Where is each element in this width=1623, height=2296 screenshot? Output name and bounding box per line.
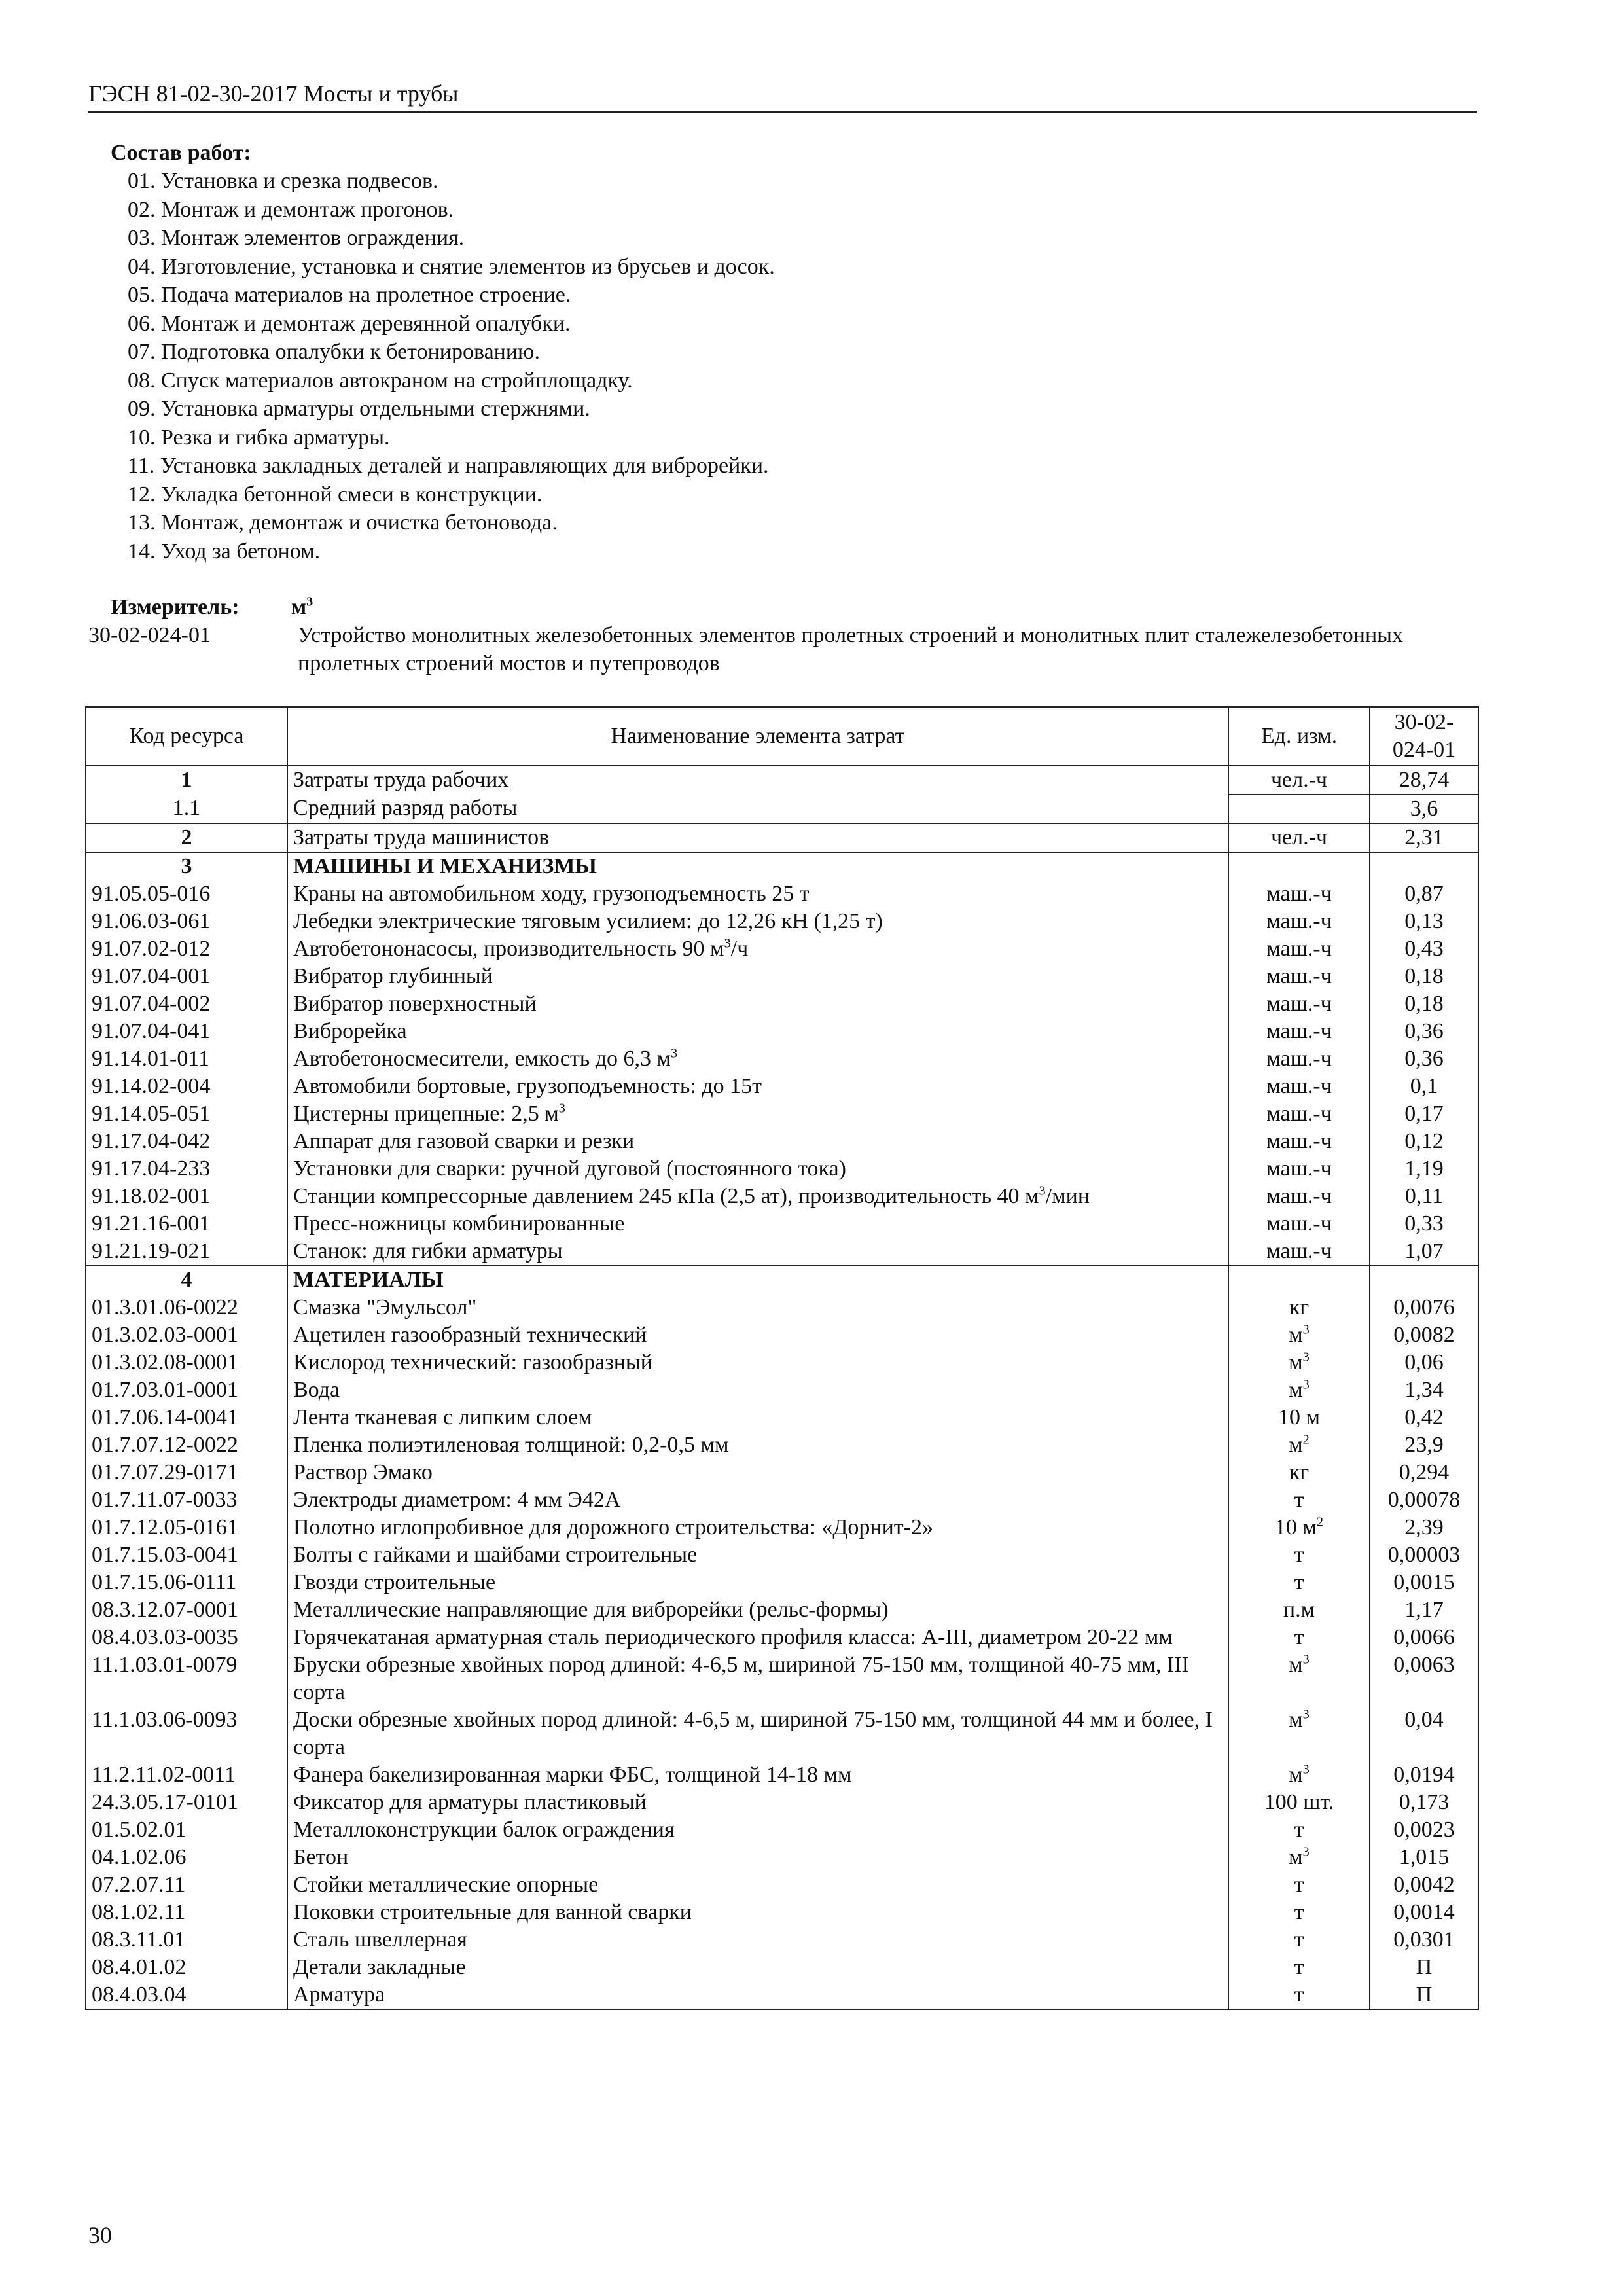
resource-name-cell: Цистерны прицепные: 2,5 $м^3$	[287, 1100, 1228, 1128]
resource-name-cell: Вода	[287, 1376, 1228, 1404]
table-row	[86, 1018, 1478, 1045]
measure-unit: $м^3$	[291, 594, 313, 619]
unit-cell: маш.-ч	[1228, 1155, 1370, 1183]
unit-cell: маш.-ч	[1228, 935, 1370, 963]
unit-cell: маш.-ч	[1228, 1128, 1370, 1155]
work-item: 01. Установка и срезка подвесов.	[128, 169, 438, 193]
resource-name-cell: Затраты труда машинистов	[287, 823, 1228, 852]
resource-name-cell: Металлические направляющие для виброрейки (рельс-формы)	[287, 1596, 1228, 1624]
table-row	[86, 1486, 1478, 1514]
resource-code-cell: 08.4.03.04	[86, 1981, 287, 2009]
value-cell: П	[1370, 1981, 1478, 2009]
table-row	[86, 1431, 1478, 1459]
resource-code-cell: 1	[86, 766, 287, 795]
work-composition-title: Состав работ:	[111, 141, 251, 165]
resource-code-cell: 08.3.11.01	[86, 1926, 287, 1954]
resource-code-cell: 3	[86, 852, 287, 880]
value-cell: 0,0063	[1370, 1651, 1478, 1706]
value-cell: 0,13	[1370, 908, 1478, 935]
table-row	[86, 1100, 1478, 1128]
work-composition	[88, 139, 1477, 565]
resource-name-cell: Электроды диаметром: 4 мм Э42А	[287, 1486, 1228, 1514]
unit-cell: $м^3$	[1228, 1706, 1370, 1761]
resource-code-cell: 08.4.01.02	[86, 1954, 287, 1981]
unit-cell: маш.-ч	[1228, 908, 1370, 935]
resource-name-cell: Кислород технический: газообразный	[287, 1349, 1228, 1376]
value-cell: 0,00003	[1370, 1541, 1478, 1569]
work-item: 10. Резка и гибка арматуры.	[128, 425, 390, 450]
table-body	[86, 766, 1478, 2009]
work-item: 02. Монтаж и демонтаж прогонов.	[128, 197, 454, 222]
value-cell: 0,36	[1370, 1045, 1478, 1073]
table-row	[86, 1266, 1478, 1294]
table-row	[86, 1376, 1478, 1404]
resource-code-cell: 91.06.03-061	[86, 908, 287, 935]
running-header: ГЭСН 81-02-30-2017 Мосты и трубы	[88, 80, 1477, 113]
unit-cell: маш.-ч	[1228, 1183, 1370, 1210]
table-row	[86, 1349, 1478, 1376]
table-row	[86, 1761, 1478, 1789]
unit-cell: т	[1228, 1541, 1370, 1569]
table-row	[86, 1238, 1478, 1266]
table-row	[86, 1321, 1478, 1349]
col-header-code: Код ресурса	[86, 707, 287, 766]
value-cell: 0,04	[1370, 1706, 1478, 1761]
work-item: 14. Уход за бетоном.	[128, 539, 321, 564]
table-row	[86, 1459, 1478, 1486]
value-cell: 0,33	[1370, 1210, 1478, 1238]
resource-name-cell: Бруски обрезные хвойных пород длиной: 4-6,5 м, шириной 75-150 мм, толщиной 40-75 мм, III сорта	[287, 1651, 1228, 1706]
resource-name-cell: Поковки строительные для ванной сварки	[287, 1899, 1228, 1926]
resource-code-cell: 01.3.01.06-0022	[86, 1294, 287, 1321]
value-cell: 0,173	[1370, 1789, 1478, 1816]
col-header-unit: Ед. изм.	[1228, 707, 1370, 766]
unit-cell: маш.-ч	[1228, 880, 1370, 908]
value-cell: 1,07	[1370, 1238, 1478, 1266]
norm-code: 30-02-024-01	[88, 623, 211, 647]
work-item: 03. Монтаж элементов ограждения.	[128, 226, 465, 250]
resource-name-cell: Установки для сварки: ручной дуговой (постоянного тока)	[287, 1155, 1228, 1183]
resource-code-cell: 91.07.04-041	[86, 1018, 287, 1045]
resource-code-cell: 01.7.07.12-0022	[86, 1431, 287, 1459]
unit-cell	[1228, 795, 1370, 823]
resource-name-cell: Станок: для гибки арматуры	[287, 1238, 1228, 1266]
resource-name-cell: Средний разряд работы	[287, 795, 1228, 823]
table-row	[86, 766, 1478, 795]
page-number: 30	[88, 2222, 112, 2248]
resource-name-cell: МАШИНЫ И МЕХАНИЗМЫ	[287, 852, 1228, 880]
value-cell: 0,17	[1370, 1100, 1478, 1128]
table-header-row	[86, 707, 1478, 766]
unit-cell: т	[1228, 1871, 1370, 1899]
work-item: 06. Монтаж и демонтаж деревянной опалубки.	[128, 311, 571, 336]
resource-code-cell: 11.1.03.01-0079	[86, 1651, 287, 1706]
value-cell: 1,015	[1370, 1844, 1478, 1871]
unit-cell: маш.-ч	[1228, 1210, 1370, 1238]
resource-code-cell: 91.14.05-051	[86, 1100, 287, 1128]
work-list	[88, 167, 1477, 565]
unit-cell: маш.-ч	[1228, 1100, 1370, 1128]
table-row	[86, 1210, 1478, 1238]
resource-name-cell: Арматура	[287, 1981, 1228, 2009]
unit-cell	[1228, 1266, 1370, 1294]
table-row	[86, 1183, 1478, 1210]
value-cell: 0,06	[1370, 1349, 1478, 1376]
unit-cell: кг	[1228, 1294, 1370, 1321]
table-row	[86, 823, 1478, 852]
unit-cell	[1228, 852, 1370, 880]
value-cell: 1,19	[1370, 1155, 1478, 1183]
work-item: 13. Монтаж, демонтаж и очистка бетоновода.	[128, 511, 558, 535]
resource-name-cell: Сталь швеллерная	[287, 1926, 1228, 1954]
resource-code-cell: 08.1.02.11	[86, 1899, 287, 1926]
unit-cell: чел.-ч	[1228, 766, 1370, 795]
resource-code-cell: 24.3.05.17-0101	[86, 1789, 287, 1816]
value-cell: П	[1370, 1954, 1478, 1981]
unit-cell: т	[1228, 1624, 1370, 1651]
resource-code-cell: 11.2.11.02-0011	[86, 1761, 287, 1789]
value-cell: 0,0301	[1370, 1926, 1478, 1954]
resource-code-cell: 91.07.04-001	[86, 963, 287, 990]
work-item: 07. Подготовка опалубки к бетонированию.	[128, 340, 540, 364]
resource-code-cell: 08.3.12.07-0001	[86, 1596, 287, 1624]
work-item: 11. Установка закладных деталей и направляющих для виброрейки.	[128, 454, 769, 478]
resource-code-cell: 07.2.07.11	[86, 1871, 287, 1899]
resource-code-cell: 04.1.02.06	[86, 1844, 287, 1871]
resource-name-cell: Аппарат для газовой сварки и резки	[287, 1128, 1228, 1155]
value-cell: 23,9	[1370, 1431, 1478, 1459]
resource-name-cell: Фиксатор для арматуры пластиковый	[287, 1789, 1228, 1816]
unit-cell: т	[1228, 1981, 1370, 2009]
unit-cell: т	[1228, 1569, 1370, 1596]
work-item: 12. Укладка бетонной смеси в конструкции.	[128, 482, 543, 507]
table-row	[86, 1404, 1478, 1431]
resource-code-cell: 91.17.04-042	[86, 1128, 287, 1155]
table-row	[86, 1294, 1478, 1321]
resource-name-cell: Станции компрессорные давлением 245 кПа (2,5 ат), производительность 40 $м^3$/мин	[287, 1183, 1228, 1210]
table-row	[86, 1706, 1478, 1761]
unit-cell: $м^3$	[1228, 1651, 1370, 1706]
resource-name-cell: Фанера бакелизированная марки ФБС, толщиной 14-18 мм	[287, 1761, 1228, 1789]
value-cell: 0,87	[1370, 880, 1478, 908]
value-cell: 0,36	[1370, 1018, 1478, 1045]
unit-cell: т	[1228, 1486, 1370, 1514]
resource-code-cell: 01.7.12.05-0161	[86, 1514, 287, 1541]
value-cell: 3,6	[1370, 795, 1478, 823]
table-row	[86, 1596, 1478, 1624]
table-row	[86, 1651, 1478, 1706]
work-item: 08. Спуск материалов автокраном на стройплощадку.	[128, 368, 633, 393]
unit-cell: $м^2$	[1228, 1431, 1370, 1459]
table-row	[86, 1816, 1478, 1844]
table-row	[86, 852, 1478, 880]
resource-name-cell: Гвозди строительные	[287, 1569, 1228, 1596]
unit-cell: $м^3$	[1228, 1349, 1370, 1376]
resource-code-cell: 4	[86, 1266, 287, 1294]
value-cell: 0,12	[1370, 1128, 1478, 1155]
resource-code-cell: 01.3.02.03-0001	[86, 1321, 287, 1349]
table-row	[86, 1514, 1478, 1541]
resource-name-cell: Затраты труда рабочих	[287, 766, 1228, 795]
resource-code-cell: 01.7.06.14-0041	[86, 1404, 287, 1431]
resource-table	[85, 706, 1479, 2010]
unit-cell: маш.-ч	[1228, 1073, 1370, 1100]
unit-cell: т	[1228, 1899, 1370, 1926]
resource-name-cell: Доски обрезные хвойных пород длиной: 4-6,5 м, шириной 75-150 мм, толщиной 44 мм и более, I сорта	[287, 1706, 1228, 1761]
table-row	[86, 1899, 1478, 1926]
table-row	[86, 1073, 1478, 1100]
value-cell: 0,0042	[1370, 1871, 1478, 1899]
unit-cell: $м^3$	[1228, 1844, 1370, 1871]
resource-name-cell: Раствор Эмако	[287, 1459, 1228, 1486]
unit-cell: маш.-ч	[1228, 1045, 1370, 1073]
table-row	[86, 1569, 1478, 1596]
value-cell: 0,294	[1370, 1459, 1478, 1486]
table-row	[86, 990, 1478, 1018]
value-cell: 1,17	[1370, 1596, 1478, 1624]
resource-name-cell: Краны на автомобильном ходу, грузоподъемность 25 т	[287, 880, 1228, 908]
resource-name-cell: Автобетононасосы, производительность 90 $м^3/ч$	[287, 935, 1228, 963]
col-header-value: 30-02-024-01	[1370, 707, 1478, 766]
value-cell: 0,18	[1370, 963, 1478, 990]
resource-code-cell: 11.1.03.06-0093	[86, 1706, 287, 1761]
value-cell: 0,00078	[1370, 1486, 1478, 1514]
value-cell: 0,43	[1370, 935, 1478, 963]
col-header-name: Наименование элемента затрат	[287, 707, 1228, 766]
resource-code-cell: 2	[86, 823, 287, 852]
table-row	[86, 1981, 1478, 2009]
resource-name-cell: Пресс-ножницы комбинированные	[287, 1210, 1228, 1238]
resource-code-cell: 01.7.07.29-0171	[86, 1459, 287, 1486]
resource-code-cell: 01.7.03.01-0001	[86, 1376, 287, 1404]
table-row	[86, 1624, 1478, 1651]
unit-cell: чел.-ч	[1228, 823, 1370, 852]
value-cell: 0,0194	[1370, 1761, 1478, 1789]
resource-code-cell: 01.5.02.01	[86, 1816, 287, 1844]
unit-cell: $м^3$	[1228, 1761, 1370, 1789]
unit-cell: 10 $м^2$	[1228, 1514, 1370, 1541]
value-cell: 0,0023	[1370, 1816, 1478, 1844]
value-cell	[1370, 1266, 1478, 1294]
work-item: 09. Установка арматуры отдельными стержнями.	[128, 397, 590, 421]
unit-cell: кг	[1228, 1459, 1370, 1486]
resource-name-cell: Лента тканевая с липким слоем	[287, 1404, 1228, 1431]
value-cell	[1370, 852, 1478, 880]
unit-cell: 10 м	[1228, 1404, 1370, 1431]
value-cell: 0,0066	[1370, 1624, 1478, 1651]
resource-code-cell: 91.07.02-012	[86, 935, 287, 963]
work-item: 04. Изготовление, установка и снятие элементов из брусьев и досок.	[128, 254, 775, 279]
value-cell: 0,0076	[1370, 1294, 1478, 1321]
table-row	[86, 795, 1478, 823]
unit-cell: маш.-ч	[1228, 963, 1370, 990]
table-row	[86, 1155, 1478, 1183]
unit-cell: маш.-ч	[1228, 990, 1370, 1018]
resource-name-cell: Автомобили бортовые, грузоподъемность: до 15т	[287, 1073, 1228, 1100]
resource-name-cell: Болты с гайками и шайбами строительные	[287, 1541, 1228, 1569]
table-row	[86, 880, 1478, 908]
unit-cell: т	[1228, 1926, 1370, 1954]
resource-code-cell: 91.14.02-004	[86, 1073, 287, 1100]
resource-name-cell: Лебедки электрические тяговым усилием: до 12,26 кН (1,25 т)	[287, 908, 1228, 935]
unit-cell: маш.-ч	[1228, 1238, 1370, 1266]
table-row	[86, 935, 1478, 963]
work-item: 05. Подача материалов на пролетное строение.	[128, 283, 571, 307]
table-row	[86, 1844, 1478, 1871]
resource-name-cell: Бетон	[287, 1844, 1228, 1871]
measure-label: Измеритель:	[111, 595, 240, 619]
resource-name-cell: Стойки металлические опорные	[287, 1871, 1228, 1899]
unit-cell: п.м	[1228, 1596, 1370, 1624]
table-row	[86, 908, 1478, 935]
measure-block	[88, 593, 1477, 677]
unit-cell: 100 шт.	[1228, 1789, 1370, 1816]
resource-code-cell: 91.07.04-002	[86, 990, 287, 1018]
resource-name-cell: Ацетилен газообразный технический	[287, 1321, 1228, 1349]
table-row	[86, 1926, 1478, 1954]
resource-name-cell: Виброрейка	[287, 1018, 1228, 1045]
unit-cell: $м^3$	[1228, 1321, 1370, 1349]
unit-cell: т	[1228, 1954, 1370, 1981]
resource-name-cell: Детали закладные	[287, 1954, 1228, 1981]
resource-name-cell: Полотно иглопробивное для дорожного строительства: «Дорнит-2»	[287, 1514, 1228, 1541]
resource-name-cell: Автобетоносмесители, емкость до 6,3 $м^3$	[287, 1045, 1228, 1073]
resource-name-cell: Вибратор глубинный	[287, 963, 1228, 990]
unit-cell: $м^3$	[1228, 1376, 1370, 1404]
table-row	[86, 1789, 1478, 1816]
norm-title: Устройство монолитных железобетонных элементов пролетных строений и монолитных плит сталежелезобетонных пролетных строений мостов и путепроводов	[298, 623, 1403, 675]
resource-code-cell: 01.7.15.03-0041	[86, 1541, 287, 1569]
resource-code-cell: 01.7.15.06-0111	[86, 1569, 287, 1596]
resource-name-cell: МАТЕРИАЛЫ	[287, 1266, 1228, 1294]
value-cell: 1,34	[1370, 1376, 1478, 1404]
resource-code-cell: 01.3.02.08-0001	[86, 1349, 287, 1376]
value-cell: 2,39	[1370, 1514, 1478, 1541]
resource-code-cell: 91.21.16-001	[86, 1210, 287, 1238]
resource-code-cell: 91.14.01-011	[86, 1045, 287, 1073]
resource-name-cell: Пленка полиэтиленовая толщиной: 0,2-0,5 мм	[287, 1431, 1228, 1459]
resource-name-cell: Металлоконструкции балок ограждения	[287, 1816, 1228, 1844]
table-row	[86, 1045, 1478, 1073]
resource-code-cell: 1.1	[86, 795, 287, 823]
resource-name-cell: Горячекатаная арматурная сталь периодического профиля класса: А-III, диаметром 20-22 мм	[287, 1624, 1228, 1651]
unit-cell: т	[1228, 1816, 1370, 1844]
value-cell: 0,18	[1370, 990, 1478, 1018]
table-row	[86, 1541, 1478, 1569]
resource-code-cell: 91.17.04-233	[86, 1155, 287, 1183]
value-cell: 0,11	[1370, 1183, 1478, 1210]
value-cell: 2,31	[1370, 823, 1478, 852]
resource-code-cell: 91.21.19-021	[86, 1238, 287, 1266]
table-row	[86, 1128, 1478, 1155]
table-row	[86, 1954, 1478, 1981]
resource-code-cell: 01.7.11.07-0033	[86, 1486, 287, 1514]
resource-code-cell: 08.4.03.03-0035	[86, 1624, 287, 1651]
table-row	[86, 1871, 1478, 1899]
unit-cell: маш.-ч	[1228, 1018, 1370, 1045]
resource-name-cell: Смазка "Эмульсол"	[287, 1294, 1228, 1321]
value-cell: 0,1	[1370, 1073, 1478, 1100]
table-row	[86, 963, 1478, 990]
value-cell: 28,74	[1370, 766, 1478, 795]
resource-code-cell: 91.18.02-001	[86, 1183, 287, 1210]
value-cell: 0,0014	[1370, 1899, 1478, 1926]
value-cell: 0,0015	[1370, 1569, 1478, 1596]
value-cell: 0,42	[1370, 1404, 1478, 1431]
resource-code-cell: 91.05.05-016	[86, 880, 287, 908]
resource-name-cell: Вибратор поверхностный	[287, 990, 1228, 1018]
value-cell: 0,0082	[1370, 1321, 1478, 1349]
